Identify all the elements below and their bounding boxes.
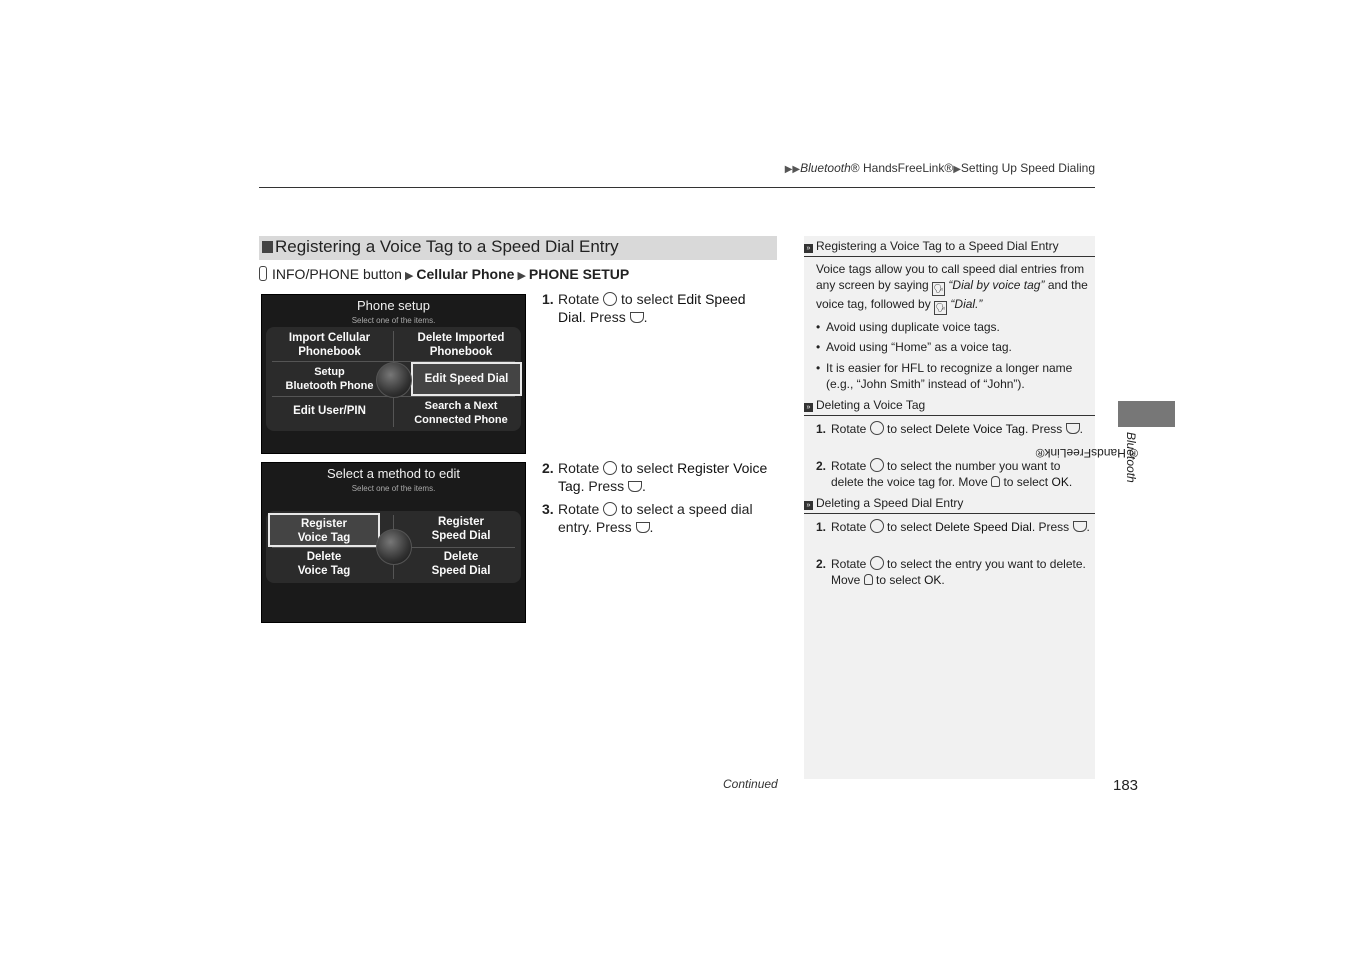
step-word: . Press bbox=[1024, 422, 1063, 436]
step-word: Rotate bbox=[831, 520, 867, 534]
rotate-icon bbox=[870, 458, 884, 472]
step-3 bbox=[542, 500, 772, 540]
screen1-menu bbox=[266, 327, 521, 431]
step-word: to select bbox=[887, 520, 932, 534]
step-word: Rotate bbox=[558, 501, 600, 517]
step-word: . bbox=[941, 573, 945, 587]
step-word: to select bbox=[621, 460, 674, 476]
step-text bbox=[558, 459, 773, 495]
rotate-icon bbox=[870, 519, 884, 533]
nav-path bbox=[259, 266, 629, 282]
rotate-icon bbox=[603, 502, 617, 516]
step-word: . bbox=[649, 519, 654, 535]
continued-label: Continued bbox=[723, 777, 778, 791]
rotate-icon bbox=[870, 421, 884, 435]
step-text bbox=[558, 500, 773, 536]
nav-info-phone: INFO/PHONE button bbox=[272, 266, 402, 282]
voice-icon: 🗣 bbox=[934, 301, 947, 315]
menu-delete-voice-tag[interactable]: Delete Voice Tag bbox=[297, 551, 351, 577]
screen1-title: Phone setup bbox=[356, 298, 430, 313]
step-word: Rotate bbox=[831, 557, 867, 571]
step-word: Rotate bbox=[831, 459, 867, 473]
step-word: to select bbox=[621, 291, 674, 307]
step-word: . Press bbox=[1031, 520, 1070, 534]
step-word: . bbox=[1086, 520, 1090, 534]
move-icon bbox=[864, 574, 873, 585]
intro-quote: “Dial.” bbox=[950, 297, 983, 311]
screen2-subtitle: Select one of the items. bbox=[351, 484, 436, 493]
rotate-icon bbox=[603, 461, 617, 475]
menu-register-voice-tag[interactable]: Register Voice Tag bbox=[268, 513, 380, 547]
screen2-title: Select a method to edit bbox=[327, 466, 460, 481]
step-word: to select bbox=[1003, 475, 1049, 489]
sidebar-heading-text: Deleting a Speed Dial Entry bbox=[816, 496, 964, 510]
sidebar-intro bbox=[816, 261, 1088, 315]
sidebar-heading-text: Registering a Voice Tag to a Speed Dial Entry bbox=[816, 239, 1059, 253]
step-target: OK bbox=[924, 573, 942, 587]
nav-phone-setup: PHONE SETUP bbox=[528, 266, 630, 282]
bullet-text: It is easier for HFL to recognize a longer name (e.g., “John Smith” instead of “John”). bbox=[826, 361, 1073, 391]
step-target: Edit Speed Dial bbox=[558, 291, 746, 325]
sidebar-step-number: 1. bbox=[816, 520, 827, 534]
step-2 bbox=[542, 459, 772, 499]
rotate-icon bbox=[870, 556, 884, 570]
chapter-tab[interactable] bbox=[1118, 401, 1175, 427]
rotate-icon bbox=[603, 292, 617, 306]
step-word: to select bbox=[887, 422, 932, 436]
nav-arrow-icon: ▶ bbox=[517, 270, 526, 282]
bullet-text: Avoid using duplicate voice tags. bbox=[826, 320, 1000, 334]
phone-setup-screen bbox=[261, 294, 526, 454]
bullet-text: Avoid using “Home” as a voice tag. bbox=[826, 340, 1012, 354]
breadcrumb-page: Setting Up Speed Dialing bbox=[960, 161, 1095, 175]
step-word: to select the number you want to delete the voice tag for. Move bbox=[831, 459, 1061, 489]
sidebar-heading-text: Deleting a Voice Tag bbox=[816, 398, 926, 412]
sidebar-step-text bbox=[831, 556, 1093, 588]
page-number: 183 bbox=[1113, 777, 1139, 794]
selector-knob-icon bbox=[376, 529, 412, 565]
step-word: . Press bbox=[582, 309, 626, 325]
menu-import-cellular-phonebook[interactable]: Import Cellular Phonebook bbox=[288, 332, 371, 358]
chapter-label-rest: ® HandsFreeLink® bbox=[1035, 446, 1138, 460]
sidebar-step-number: 2. bbox=[816, 459, 827, 473]
section-title: Registering a Voice Tag to a Speed Dial Entry bbox=[275, 237, 619, 256]
step-target: OK bbox=[1051, 475, 1069, 489]
step-word: . bbox=[643, 309, 648, 325]
menu-search-next-phone[interactable]: Search a Next Connected Phone bbox=[414, 400, 508, 426]
nav-cellular-phone: Cellular Phone bbox=[416, 266, 515, 282]
sidebar-step-text bbox=[831, 519, 1093, 535]
menu-delete-speed-dial[interactable]: Delete Speed Dial bbox=[431, 551, 491, 577]
note-icon: » bbox=[804, 501, 813, 510]
step-word: Rotate bbox=[831, 422, 867, 436]
section-square-icon bbox=[262, 241, 273, 253]
note-icon: » bbox=[804, 403, 813, 412]
step-word: to select the entry you want to delete. Move bbox=[831, 557, 1086, 587]
menu-edit-speed-dial[interactable]: Edit Speed Dial bbox=[411, 362, 522, 396]
step-text bbox=[558, 290, 773, 326]
press-icon bbox=[630, 312, 644, 323]
header-rule bbox=[259, 187, 1095, 188]
step-number: 2. bbox=[542, 460, 554, 476]
screen2-menu bbox=[266, 511, 521, 583]
info-button-icon bbox=[259, 266, 267, 281]
breadcrumb-bluetooth: Bluetooth bbox=[800, 161, 851, 175]
step-target: Register Voice Tag bbox=[558, 460, 768, 494]
step-number: 1. bbox=[542, 291, 554, 307]
press-icon bbox=[628, 481, 642, 492]
intro-text: Voice tags allow you to call speed dial entries from any screen by saying bbox=[816, 262, 1085, 292]
section-heading bbox=[259, 236, 777, 260]
sidebar-step-text bbox=[831, 458, 1093, 490]
step-target: Delete Speed Dial bbox=[935, 520, 1032, 534]
breadcrumb-arrow-icon: ▶▶ bbox=[784, 164, 801, 175]
bullet-dot-icon: • bbox=[816, 320, 821, 334]
note-icon: » bbox=[804, 244, 813, 253]
step-1 bbox=[542, 290, 772, 330]
sidebar-heading bbox=[804, 398, 1095, 416]
nav-arrow-icon: ▶ bbox=[404, 270, 414, 282]
breadcrumb bbox=[600, 161, 1095, 175]
chapter-label-italic: Bluetooth bbox=[1124, 432, 1138, 483]
step-target: Delete Voice Tag bbox=[935, 422, 1025, 436]
bullet-dot-icon: • bbox=[816, 361, 821, 375]
step-word: Rotate bbox=[558, 291, 600, 307]
menu-edit-user-pin[interactable]: Edit User/PIN bbox=[293, 405, 366, 417]
bullet-dot-icon: • bbox=[816, 340, 821, 354]
sidebar-step-number: 2. bbox=[816, 557, 827, 571]
step-word: . Press bbox=[580, 478, 625, 494]
press-icon bbox=[1066, 423, 1080, 434]
step-word: . bbox=[642, 478, 646, 494]
selector-knob-icon bbox=[376, 362, 412, 398]
move-icon bbox=[991, 476, 1000, 487]
screen1-subtitle: Select one of the items. bbox=[351, 316, 436, 325]
breadcrumb-arrow-icon: ▶ bbox=[953, 164, 961, 175]
voice-icon: 🗣 bbox=[932, 282, 945, 296]
step-word: to select a speed dial entry. Press bbox=[558, 501, 753, 535]
menu-setup-bluetooth-phone[interactable]: Setup Bluetooth Phone bbox=[285, 366, 374, 392]
sidebar-step-text bbox=[831, 421, 1093, 437]
step-word: to select bbox=[876, 573, 921, 587]
step-word: Rotate bbox=[558, 460, 600, 476]
intro-quote: “Dial by voice tag” bbox=[948, 278, 1045, 292]
select-method-screen bbox=[261, 462, 526, 623]
sidebar-step-number: 1. bbox=[816, 422, 827, 436]
step-number: 3. bbox=[542, 501, 554, 517]
sidebar-heading bbox=[804, 239, 1095, 257]
press-icon bbox=[1073, 521, 1087, 532]
menu-delete-imported-phonebook[interactable]: Delete Imported Phonebook bbox=[417, 332, 505, 358]
breadcrumb-hfl: ® HandsFreeLink® bbox=[850, 161, 954, 175]
press-icon bbox=[636, 522, 650, 533]
step-word: . bbox=[1068, 475, 1073, 489]
sidebar-heading bbox=[804, 496, 1095, 514]
sidebar-notes bbox=[804, 236, 1095, 779]
step-word: . bbox=[1079, 422, 1083, 436]
menu-register-speed-dial[interactable]: Register Speed Dial bbox=[431, 516, 491, 542]
intro-text: and the voice tag, followed by bbox=[816, 278, 1088, 311]
